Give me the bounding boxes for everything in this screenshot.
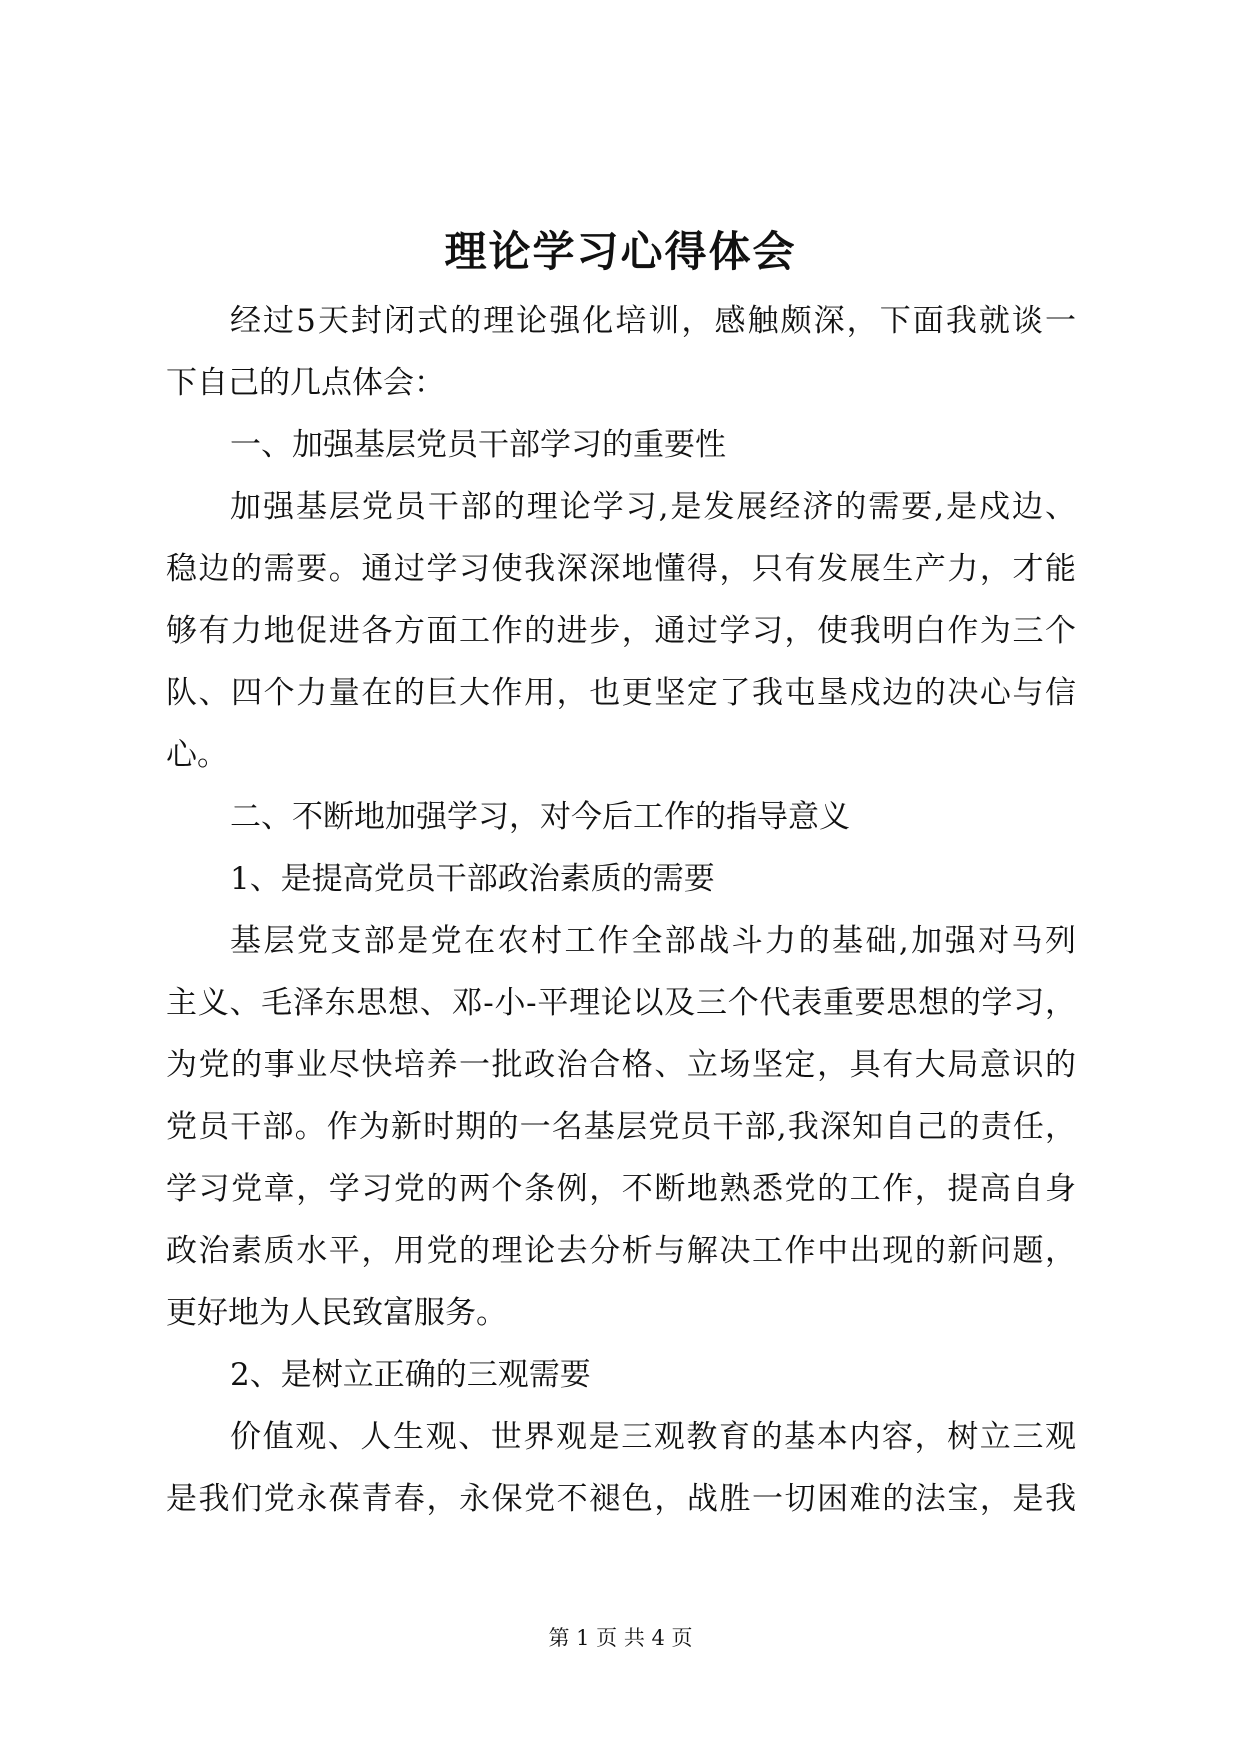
text-line: 是我们党永葆青春，永保党不褪色，战胜一切困难的法宝，是我	[166, 1481, 1076, 1517]
text-line: 学习党章，学习党的两个条例，不断地熟悉党的工作，提高自身	[166, 1171, 1076, 1207]
text-line: 党员干部。作为新时期的一名基层党员干部,我深知自己的责任，	[166, 1109, 1076, 1145]
text-line: 经过5天封闭式的理论强化培训，感触颇深，下面我就谈一	[230, 303, 1076, 339]
text-line: 队、四个力量在的巨大作用，也更坚定了我屯垦戍边的决心与信	[166, 675, 1076, 711]
text-line: 基层党支部是党在农村工作全部战斗力的基础,加强对马列	[230, 923, 1076, 959]
text-line: 主义、毛泽东思想、邓-小-平理论以及三个代表重要思想的学习，	[166, 985, 1076, 1021]
text-line: 二、不断地加强学习，对今后工作的指导意义	[230, 799, 850, 835]
text-line: 够有力地促进各方面工作的进步，通过学习，使我明白作为三个	[166, 613, 1076, 649]
text-line: 1、是提高党员干部政治素质的需要	[230, 861, 715, 897]
page-footer: 第 1 页 共 4 页	[548, 1626, 693, 1650]
text-line: 心。	[166, 737, 228, 773]
text-line: 下自己的几点体会：	[166, 365, 445, 401]
text-line: 为党的事业尽快培养一批政治合格、立场坚定，具有大局意识的	[166, 1047, 1076, 1083]
text-line: 2、是树立正确的三观需要	[230, 1357, 591, 1393]
text-line: 政治素质水平，用党的理论去分析与解决工作中出现的新问题，	[166, 1233, 1076, 1269]
text-line: 加强基层党员干部的理论学习,是发展经济的需要,是戍边、	[230, 489, 1076, 525]
text-line: 价值观、人生观、世界观是三观教育的基本内容，树立三观	[230, 1419, 1076, 1455]
text-line: 更好地为人民致富服务。	[166, 1295, 507, 1331]
text-line: 一、加强基层党员干部学习的重要性	[230, 427, 726, 463]
document-body	[166, 290, 1076, 1530]
text-line: 稳边的需要。通过学习使我深深地懂得，只有发展生产力，才能	[166, 551, 1076, 587]
document-title: 理论学习心得体会	[444, 227, 797, 276]
